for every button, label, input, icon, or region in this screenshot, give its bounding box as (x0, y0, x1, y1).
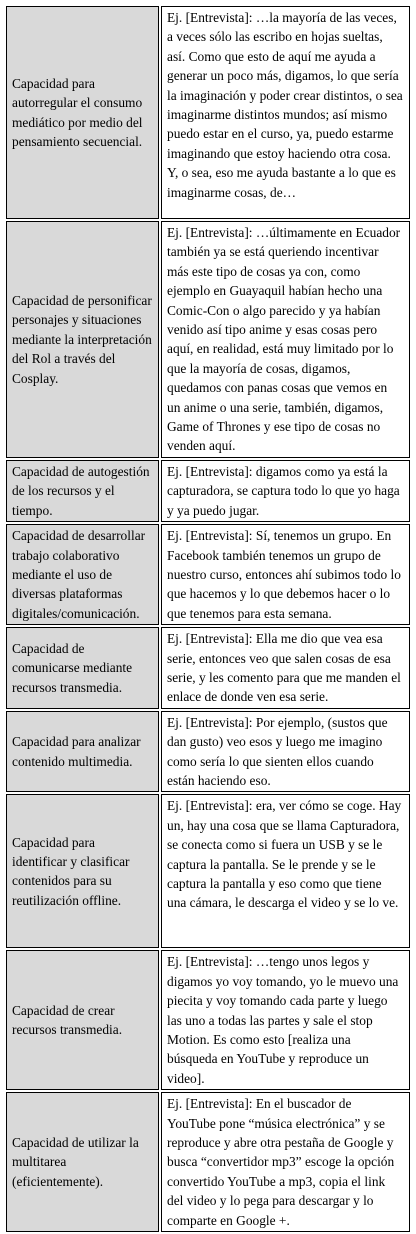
example-cell: Ej. [Entrevista]: …la mayoría de las veces, a veces sólo las escribo en hojas sueltas, así. Como que esto de aquí me ayuda a generar un poco más, digamos, lo que sería la imaginación y poder crear distintos, o sea imaginarme distintos mundos; así mismo puedo estar en el curso, ya, puedo estarme imaginando que estoy haciendo otra cosa. Y, o sea, eso me ayuda bastante a lo que es imaginarme cosas, de… (161, 6, 410, 219)
example-cell: Ej. [Entrevista]: digamos como ya está la capturadora, se captura todo lo que yo haga y ya puedo jugar. (161, 460, 410, 522)
table-row (6, 627, 410, 709)
example-cell: Ej. [Entrevista]: Ella me dio que vea esa serie, entonces veo que salen cosas de esa serie, y les comento para que me manden el enlace de donde ven esa serie. (161, 627, 410, 709)
capacity-cell: Capacidad de personificar personajes y situaciones mediante la interpretación del Rol a través del Cosplay. (6, 221, 159, 458)
capacity-cell: Capacidad de desarrollar trabajo colaborativo mediante el uso de diversas plataformas digitales/comunicación. (6, 524, 159, 625)
capacity-cell: Capacidad de utilizar la multitarea (eficientemente). (6, 1092, 159, 1232)
table-row (6, 524, 410, 625)
table-body (6, 6, 410, 1232)
capacity-cell: Capacidad para analizar contenido multimedia. (6, 711, 159, 793)
table-row (6, 794, 410, 948)
capacity-cell: Capacidad de autogestión de los recursos y el tiempo. (6, 460, 159, 522)
competencies-table (4, 4, 412, 1234)
example-cell: Ej. [Entrevista]: …tengo unos legos y digamos yo voy tomando, yo le muevo una piecita y voy tomando cada parte y luego las uno a todas las partes y sale el stop Motion. Es como esto [realiza una búsqueda en YouTube y reproduce un video]. (161, 950, 410, 1090)
capacity-cell: Capacidad para autorregular el consumo mediático por medio del pensamiento secuencial. (6, 6, 159, 219)
table-row (6, 711, 410, 793)
example-cell: Ej. [Entrevista]: …últimamente en Ecuador también ya se está queriendo incentivar más este tipo de cosas ya con, como ejemplo en Guayaquil habían hecho una Comic-Con o algo parecido y ya habían venido así tipo anime y esas cosas pero aquí, en realidad, está muy limitado por lo que la mayoría de cosas, digamos, quedamos con panas cosas que vemos en un anime o una serie, también, digamos, Game of Thrones y ese tipo de cosas no venden aquí. (161, 221, 410, 458)
example-cell: Ej. [Entrevista]: era, ver cómo se coge. Hay un, hay una cosa que se llama Capturadora, se conecta como si fuera un USB y se le captura la pantalla. Se le prende y se le captura la pantalla y eso como que tiene una cámara, le descarga el video y se lo ve. (161, 794, 410, 948)
example-cell: Ej. [Entrevista]: En el buscador de YouTube pone “música electrónica” y se reproduce y abre otra pestaña de Google y busca “convertidor mp3” escoge la opción convertido YouTube a mp3, copia el link del video y lo pega para descargar y lo comparte en Google +. (161, 1092, 410, 1232)
table-row (6, 1092, 410, 1232)
capacity-cell: Capacidad de crear recursos transmedia. (6, 950, 159, 1090)
table-row (6, 221, 410, 458)
table-row (6, 950, 410, 1090)
capacity-cell: Capacidad de comunicarse mediante recursos transmedia. (6, 627, 159, 709)
table-row (6, 6, 410, 219)
example-cell: Ej. [Entrevista]: Por ejemplo, (sustos que dan gusto) veo esos y luego me imagino como sería lo que sienten ellos cuando están haciendo eso. (161, 711, 410, 793)
example-cell: Ej. [Entrevista]: Sí, tenemos un grupo. En Facebook también tenemos un grupo de nuestro curso, entonces ahí subimos todo lo que hacemos y lo que debemos hacer o lo que tenemos para esta semana. (161, 524, 410, 625)
table-row (6, 460, 410, 522)
capacity-cell: Capacidad para identificar y clasificar contenidos para su reutilización offline. (6, 794, 159, 948)
